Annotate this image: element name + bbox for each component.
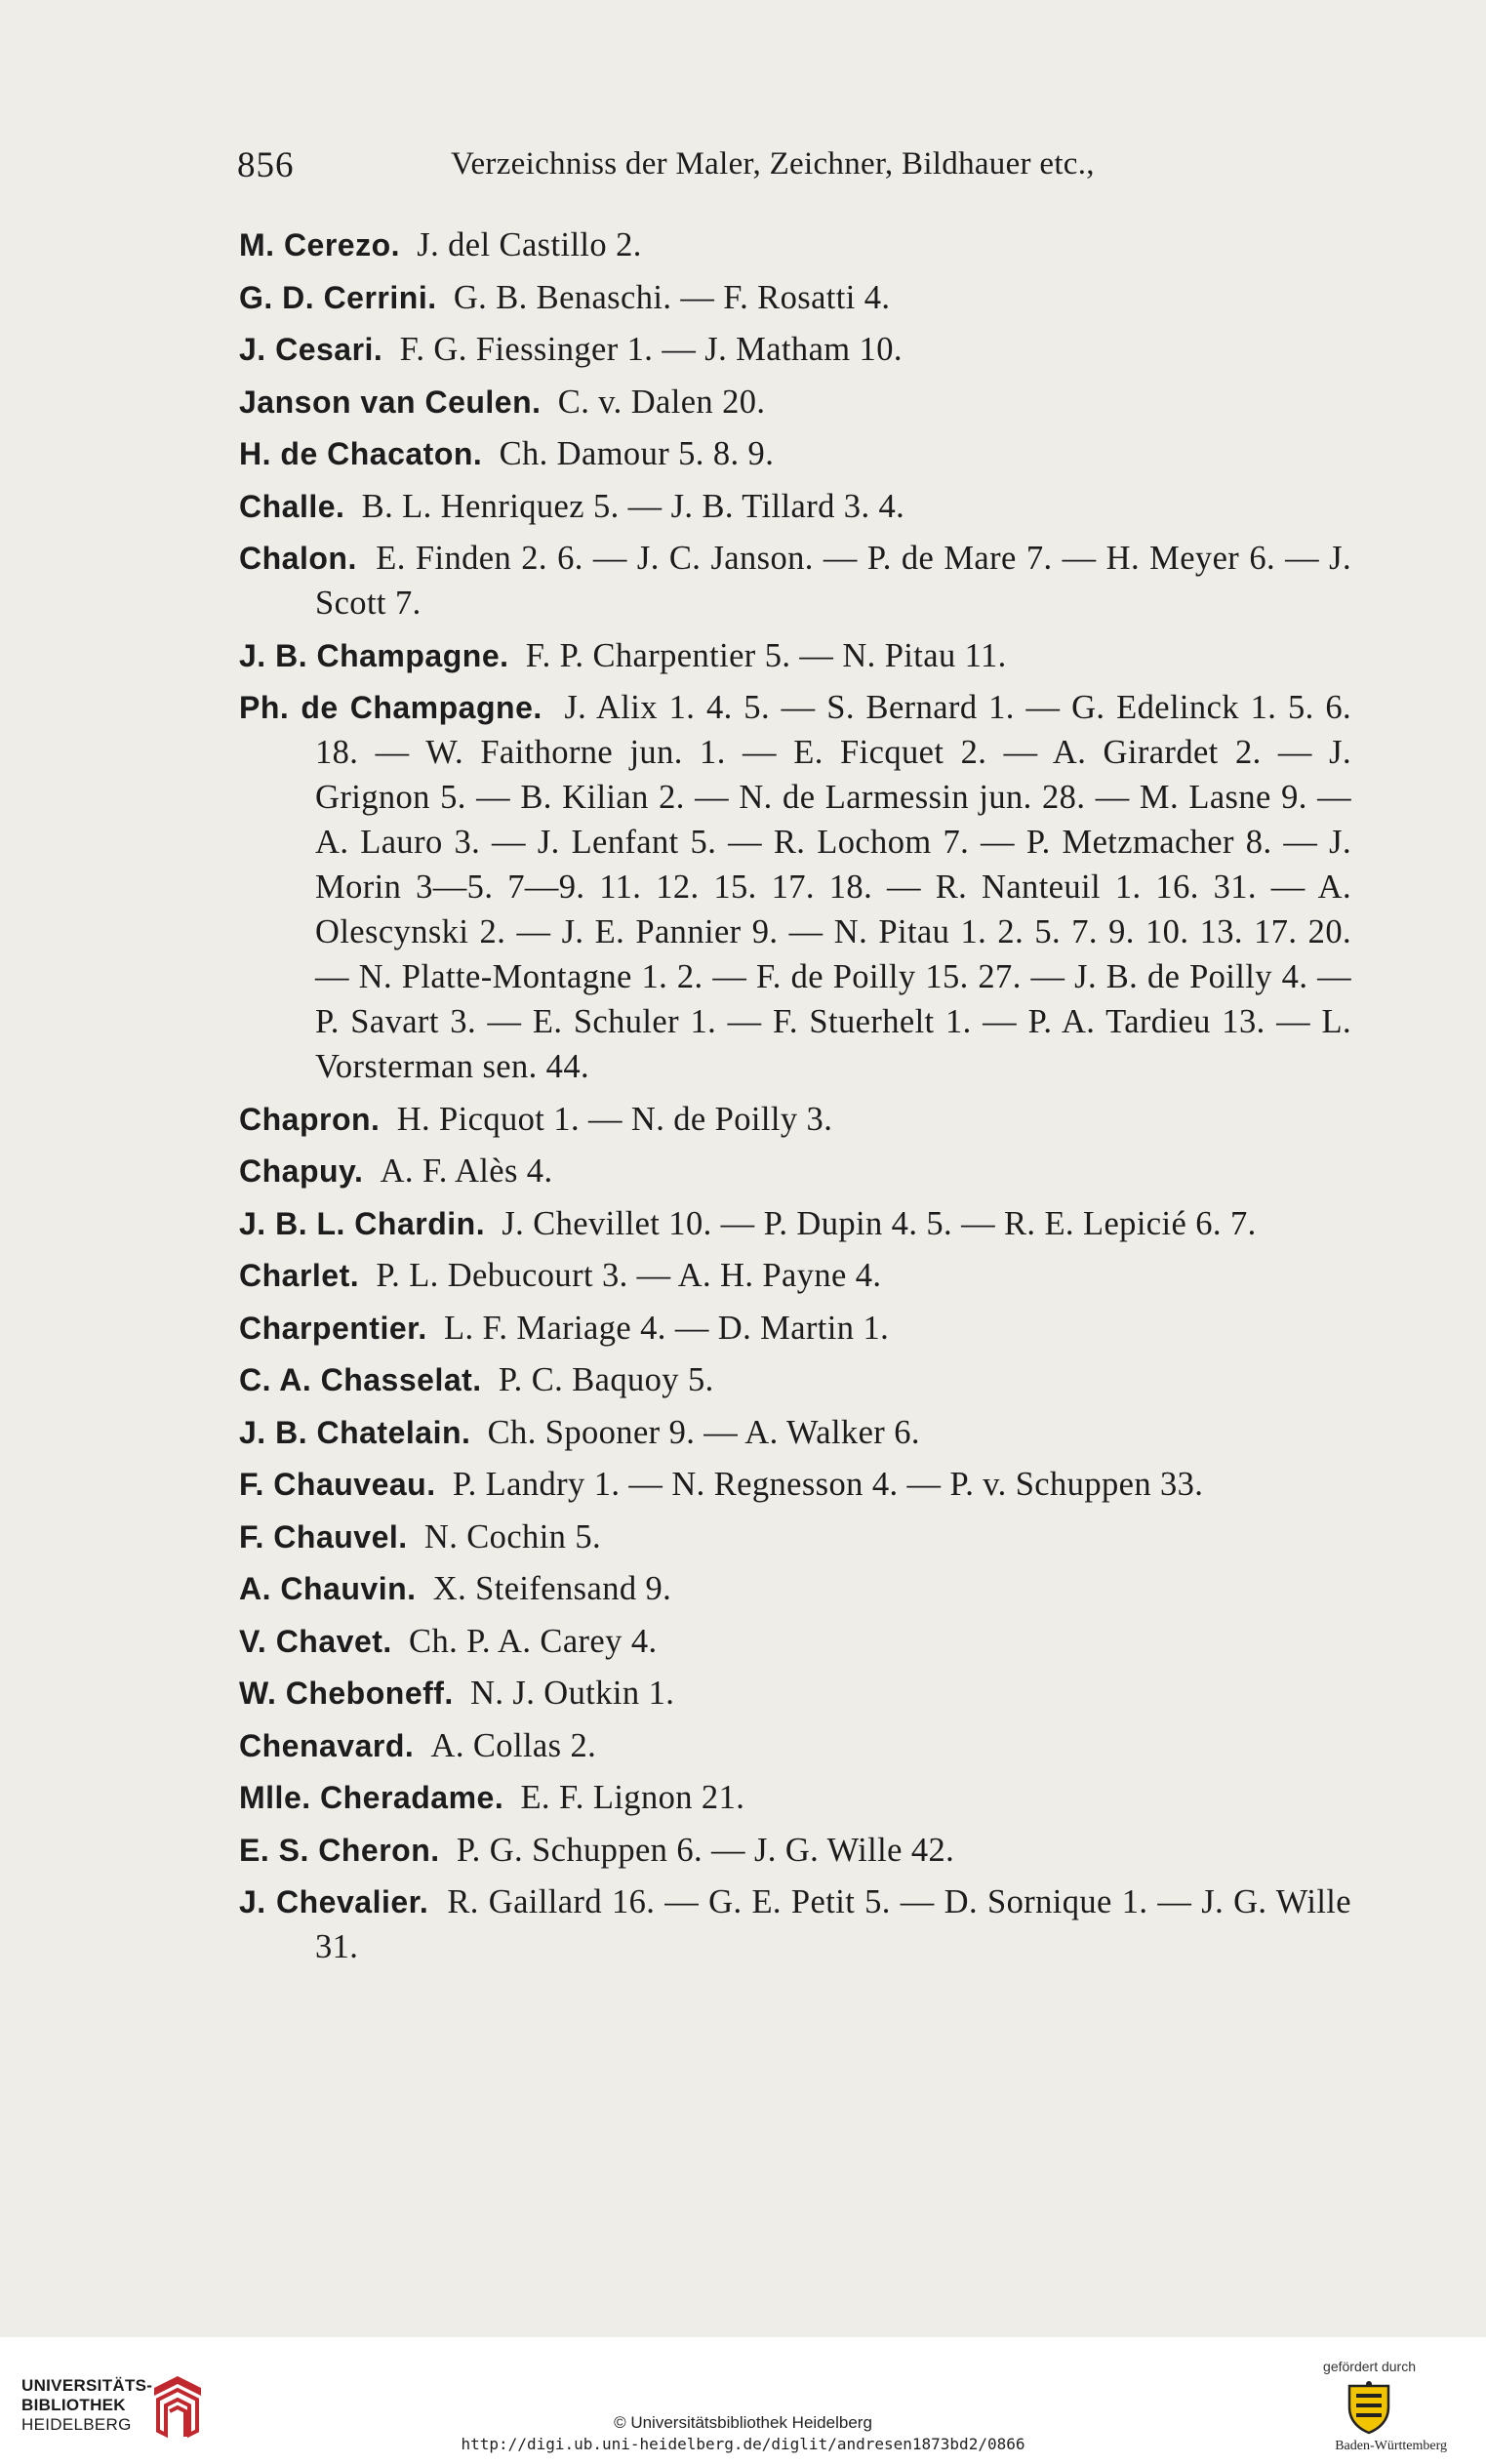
engraver-list: Ch. P. A. Carey 4.	[409, 1622, 658, 1660]
index-entry	[239, 1201, 1351, 1246]
engraver-list: L. F. Mariage 4. — D. Martin 1.	[443, 1309, 890, 1347]
index-entry	[239, 275, 1351, 320]
artist-name: J. B. Chatelain.	[239, 1414, 471, 1450]
engraver-list: N. J. Outkin 1.	[470, 1675, 675, 1712]
index-entries	[239, 222, 1351, 1977]
artist-name: H. de Chacaton.	[239, 436, 483, 471]
digitization-footer	[0, 2337, 1486, 2464]
index-entry	[239, 1357, 1351, 1402]
artist-name: C. A. Chasselat.	[239, 1362, 482, 1397]
index-entry	[239, 1097, 1351, 1142]
artist-name: F. Chauvel.	[239, 1518, 408, 1555]
page-number: 856	[237, 145, 295, 185]
engraver-list: F. G. Fiessinger 1. — J. Matham 10.	[399, 331, 903, 368]
artist-name: E. S. Cheron.	[239, 1832, 440, 1868]
index-entry	[239, 484, 1351, 529]
engraver-list: C. v. Dalen 20.	[557, 383, 766, 421]
artist-name: J. Chevalier.	[239, 1884, 429, 1919]
sponsor-name: Baden-Württemberg	[1335, 2439, 1447, 2453]
index-entry	[239, 380, 1351, 424]
index-entry	[239, 1723, 1351, 1768]
artist-name: J. B. Champagne.	[239, 637, 509, 673]
engraver-list: H. Picquot 1. — N. de Poilly 3.	[396, 1100, 833, 1138]
engraver-list: A. Collas 2.	[430, 1726, 597, 1764]
library-name-line: HEIDELBERG	[21, 2415, 132, 2434]
index-entry	[239, 1879, 1351, 1969]
engraver-list: N. Cochin 5.	[423, 1517, 602, 1555]
running-title: Verzeichniss der Maler, Zeichner, Bildhauer etc.,	[451, 146, 1095, 182]
index-entry	[239, 1619, 1351, 1664]
artist-name: J. Cesari.	[239, 332, 383, 367]
index-entry	[239, 1253, 1351, 1298]
library-name-line: UNIVERSITÄTS-	[21, 2376, 153, 2395]
artist-name: G. D. Cerrini.	[239, 279, 437, 315]
index-entry	[239, 1671, 1351, 1716]
artist-name: Charpentier.	[239, 1310, 427, 1346]
engraver-list: B. L. Henriquez 5. — J. B. Tillard 3. 4.	[361, 487, 905, 525]
index-entry	[239, 1410, 1351, 1455]
engraver-list: J. Alix 1. 4. 5. — S. Bernard 1. — G. Edelinck 1. 5. 6. 18. — W. Faithorne jun. 1. — E. Ficquet 2. — A. Girardet 2. — J. Grignon 5. — B. Kilian 2. — N. de Larmessin jun. 28. — M. Lasne 9. — A. Lauro 3. — J. Lenfant 5. — R. Lochom 7. — P. Metzmacher 8. — J. Morin 3—5. 7—9. 11. 12. 15. 17. 18. — R. Nanteuil 1. 16. 31. — A. Olescynski 2. — J. E. Pannier 9. — N. Pitau 1. 2. 5. 7. 9. 10. 13. 17. 20. — N. Platte-Montagne 1. 2. — F. de Poilly 15. 27. — J. B. de Poilly 4. — P. Savart 3. — E. Schuler 1. — F. Stuerhelt 1. — P. A. Tardieu 13. — L. Vorsterman sen. 44.	[315, 689, 1352, 1085]
artist-name: Charlet.	[239, 1258, 360, 1293]
index-entry	[239, 1149, 1351, 1193]
copyright-notice: © Universitätsbibliothek Heidelberg	[614, 2413, 872, 2432]
index-entry	[239, 1515, 1351, 1559]
engraver-list: X. Steifensand 9.	[432, 1570, 672, 1607]
engraver-list: J. del Castillo 2.	[417, 226, 642, 263]
artist-name: J. B. L. Chardin.	[239, 1205, 486, 1241]
engraver-list: J. Chevillet 10. — P. Dupin 4. 5. — R. E. Lepicié 6. 7.	[502, 1204, 1257, 1242]
artist-name: M. Cerezo.	[239, 227, 401, 263]
index-entry	[239, 536, 1351, 626]
coat-of-arms-icon	[1345, 2380, 1393, 2435]
artist-name: Challe.	[239, 488, 345, 524]
index-entry	[239, 327, 1351, 372]
engraver-list: A. F. Alès 4.	[380, 1152, 553, 1190]
library-name-line: BIBLIOTHEK	[21, 2396, 126, 2414]
engraver-list: P. G. Schuppen 6. — J. G. Wille 42.	[456, 1831, 955, 1869]
engraver-list: Ch. Damour 5. 8. 9.	[499, 435, 775, 472]
artist-name: F. Chauveau.	[239, 1467, 436, 1502]
index-entry	[239, 1462, 1351, 1507]
index-entry	[239, 685, 1351, 1089]
index-entry	[239, 431, 1351, 476]
permalink[interactable]: http://digi.ub.uni-heidelberg.de/diglit/andresen1873bd2/0866	[461, 2435, 1025, 2453]
artist-name: V. Chavet.	[239, 1623, 392, 1659]
artist-name: Ph. de Champagne.	[239, 690, 542, 725]
engraver-list: F. P. Charpentier 5. — N. Pitau 11.	[525, 636, 1007, 674]
engraver-list: Ch. Spooner 9. — A. Walker 6.	[487, 1413, 920, 1451]
engraver-list: E. F. Lignon 21.	[520, 1779, 745, 1816]
artist-name: Chapuy.	[239, 1153, 364, 1189]
index-entry	[239, 1828, 1351, 1873]
engraver-list: E. Finden 2. 6. — J. C. Janson. — P. de Mare 7. — H. Meyer 6. — J. Scott 7.	[315, 540, 1351, 622]
index-entry	[239, 633, 1351, 678]
engraver-list: P. L. Debucourt 3. — A. H. Payne 4.	[376, 1257, 882, 1294]
engraver-list: G. B. Benaschi. — F. Rosatti 4.	[453, 278, 891, 316]
artist-name: Chalon.	[239, 541, 357, 576]
index-entry	[239, 1775, 1351, 1820]
artist-name: Mlle. Cheradame.	[239, 1780, 504, 1815]
artist-name: Chapron.	[239, 1101, 381, 1137]
engraver-list: P. Landry 1. — N. Regnesson 4. — P. v. Schuppen 33.	[452, 1466, 1204, 1503]
engraver-list: P. C. Baquoy 5.	[498, 1361, 714, 1398]
artist-name: Chenavard.	[239, 1727, 415, 1763]
artist-name: Janson van Ceulen.	[239, 384, 542, 420]
index-entry	[239, 1306, 1351, 1351]
index-entry	[239, 222, 1351, 267]
sponsor-label: gefördert durch	[1323, 2359, 1416, 2374]
artist-name: W. Cheboneff.	[239, 1676, 454, 1711]
artist-name: A. Chauvin.	[239, 1571, 417, 1606]
engraver-list: R. Gaillard 16. — G. E. Petit 5. — D. Sornique 1. — J. G. Wille 31.	[315, 1883, 1352, 1965]
index-entry	[239, 1566, 1351, 1611]
